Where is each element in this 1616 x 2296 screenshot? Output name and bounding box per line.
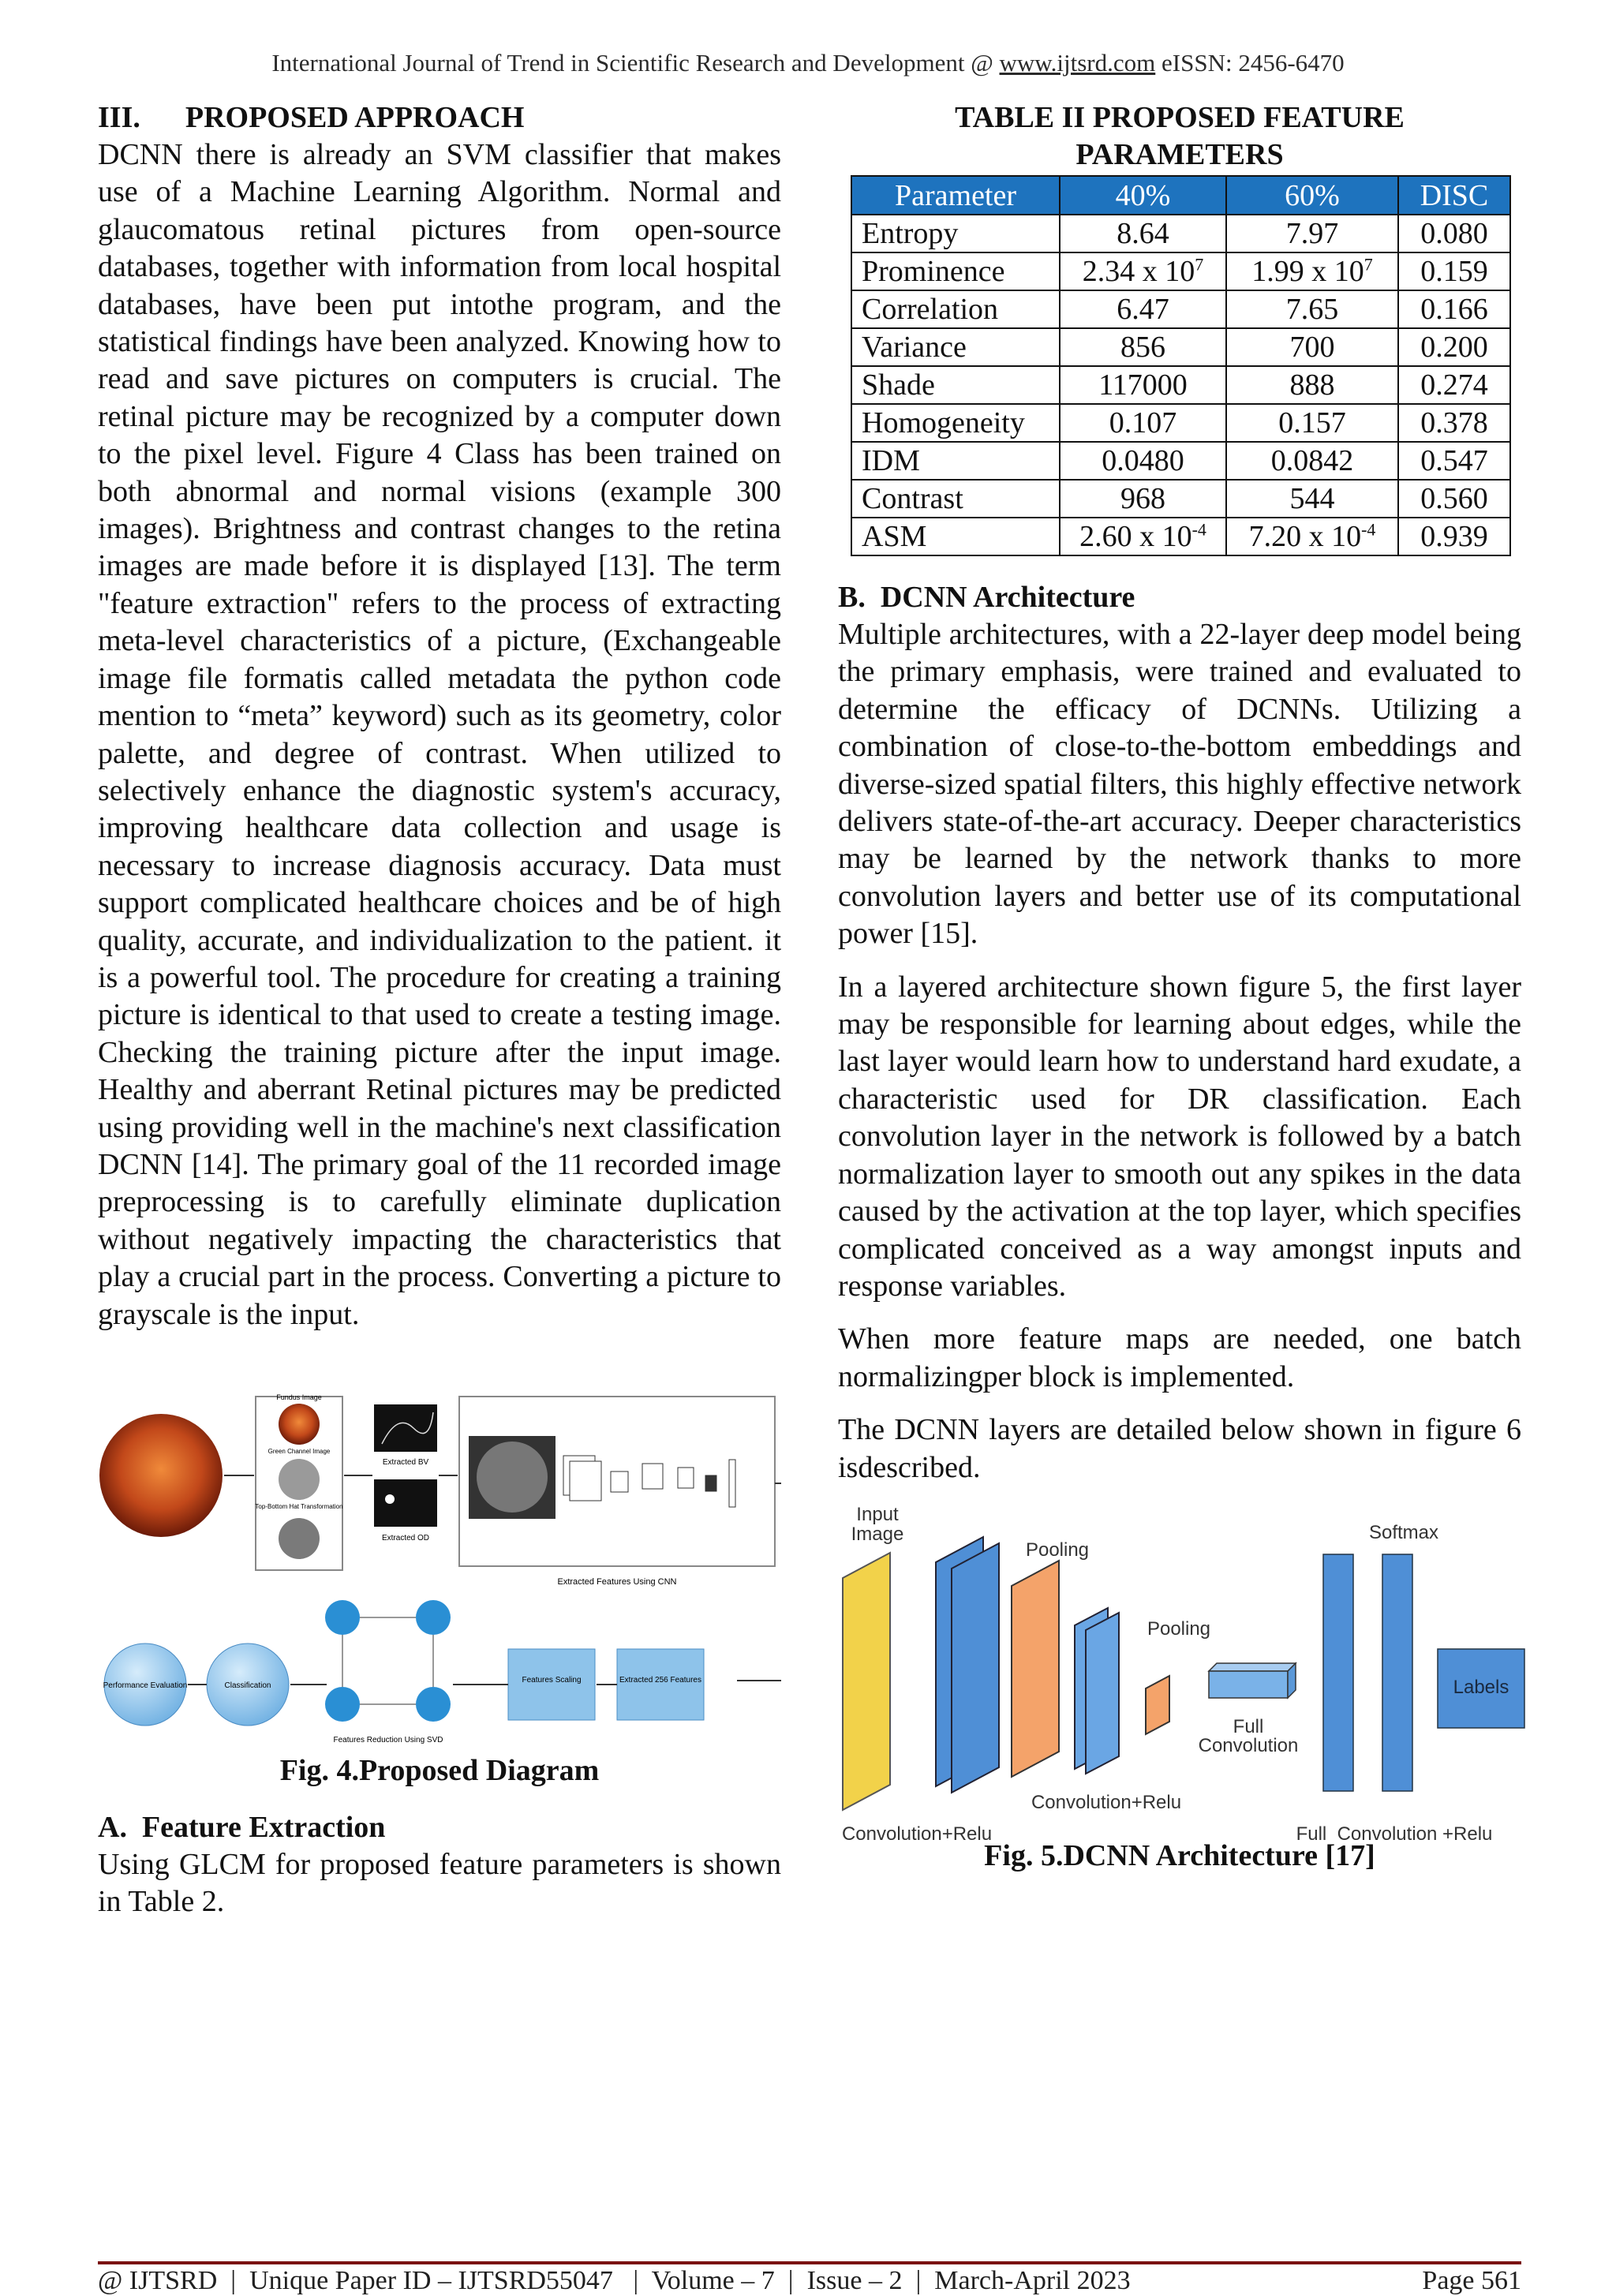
table-row	[851, 404, 1510, 442]
subsection-b-para2: In a layered architecture shown figure 5, the first layer may be responsible for learning about edges, while the last layer would learn how to understand hard exudate, a characteristic used for DR classification. Each convolution layer in the network is followed by a batch normalization layer to smooth out any spikes in the data caused by the activation at the top layer, which specifies complicated conceived as a way amongst inputs and response variables.	[838, 970, 1521, 1303]
fig5-labels-text: Labels	[1453, 1677, 1509, 1698]
cell-40: 2.60 x $10^{-4}$	[1060, 518, 1226, 555]
table-row	[851, 328, 1510, 366]
pooling-layer-2	[1146, 1676, 1169, 1734]
subsection-b-para1: Multiple architectures, with a 22-layer deep model being the primary emphasis, were trained and evaluated to determine the efficacy of DCNNs. Utilizing a combination of close-to-the-bottom embeddings and diverse-sized spatial filters, this highly effective network delivers state-of-the-art accuracy. Deeper characteristics may be learned by the network thanks to more convolution layers and better use of its computational power [15].	[838, 618, 1521, 951]
fig5-convrelu-left: Convolution+Relu	[841, 1823, 993, 1845]
fig4-scaling-label: Features Scaling	[522, 1676, 582, 1685]
cell-disc: 0.378	[1398, 404, 1510, 442]
fc-layer-1	[1323, 1554, 1353, 1791]
fig4-perf-label: Performance Evaluation	[103, 1681, 188, 1690]
cell-parameter: Contrast	[851, 480, 1060, 518]
feature-table	[851, 175, 1511, 556]
fig5-full-bottom: Full Convolution +Relu	[1296, 1823, 1493, 1845]
left-column	[98, 99, 781, 1333]
proposed-diagram	[98, 1389, 781, 1752]
conv-layer-1b	[952, 1543, 999, 1793]
fig5-caption: Fig. 5.DCNN Architecture [17]	[984, 1839, 1375, 1872]
subsection-b	[838, 579, 1521, 1486]
col-header-40: 40%	[1060, 176, 1226, 215]
subsection-b-title: B. DCNN Architecture	[838, 581, 1135, 614]
cell-60: 0.0842	[1226, 442, 1398, 480]
figure-5	[838, 1499, 1532, 1846]
subsection-a-title: A. Feature Extraction	[98, 1811, 386, 1844]
table-row	[851, 480, 1510, 518]
cell-disc: 0.166	[1398, 290, 1510, 328]
cell-disc: 0.939	[1398, 518, 1510, 555]
figure-4	[98, 1389, 781, 1752]
extracted-256-box	[617, 1649, 704, 1720]
cell-parameter: Homogeneity	[851, 404, 1060, 442]
table2-title	[838, 99, 1521, 174]
fig5-pooling2-label: Pooling	[1147, 1618, 1211, 1640]
cell-disc: 0.200	[1398, 328, 1510, 366]
fig4-fundus-label: Fundus Image	[276, 1393, 322, 1401]
col-header-disc: DISC	[1398, 176, 1510, 215]
subsection-a-paragraph: Using GLCM for proposed feature parameters is shown in Table 2.	[98, 1848, 781, 1919]
footer-rule	[98, 2261, 1521, 2264]
journal-name: International Journal of Trend in Scientific Research and Development @	[271, 49, 1000, 77]
fig4-caption: Fig. 4.Proposed Diagram	[279, 1754, 600, 1787]
fig5-fullconv-label-2: Convolution	[1198, 1735, 1299, 1756]
footer	[98, 2266, 1521, 2296]
cell-disc: 0.080	[1398, 215, 1510, 252]
table-row	[851, 252, 1510, 290]
cell-parameter: Variance	[851, 328, 1060, 366]
subsection-b-para4: The DCNN layers are detailed below shown in figure 6 isdescribed.	[838, 1413, 1521, 1484]
cell-parameter: Shade	[851, 366, 1060, 404]
fig5-input-label-1: Input	[856, 1504, 899, 1525]
cell-40: 117000	[1060, 366, 1226, 404]
conv-layer-2b	[1086, 1613, 1119, 1774]
pooling-layer-1	[1012, 1561, 1059, 1777]
journal-url-link[interactable]: www.ijtsrd.com	[999, 49, 1156, 77]
cell-40: 968	[1060, 480, 1226, 518]
fig4-bv-label: Extracted BV	[382, 1458, 429, 1467]
fig4-svd-label: Features Reduction Using SVD	[333, 1736, 443, 1744]
cell-60: 7.97	[1226, 215, 1398, 252]
fundus-image	[99, 1414, 223, 1537]
table-row	[851, 290, 1510, 328]
cell-60: 1.99 x $10^7$	[1226, 252, 1398, 290]
col-header-parameter: Parameter	[851, 176, 1060, 215]
table2-title-line1: TABLE II PROPOSED FEATURE	[955, 101, 1405, 134]
table-row	[851, 215, 1510, 252]
footer-text: @ IJTSRD | Unique Paper ID – IJTSRD55047 | Volume – 7 | Issue – 2 | March-April 2023	[98, 2266, 1131, 2295]
cell-60: 700	[1226, 328, 1398, 366]
cell-40: 0.107	[1060, 404, 1226, 442]
fig5-fullconv-label-1: Full	[1233, 1716, 1264, 1737]
cell-parameter: ASM	[851, 518, 1060, 555]
cell-40: 8.64	[1060, 215, 1226, 252]
fc-layer-2	[1382, 1554, 1412, 1791]
fig4-cnn-label: Extracted Features Using CNN	[557, 1577, 677, 1587]
fig5-pooling1-label: Pooling	[1025, 1539, 1090, 1561]
cell-60: 0.157	[1226, 404, 1398, 442]
table-row	[851, 442, 1510, 480]
col-header-60: 60%	[1226, 176, 1398, 215]
cell-60: 544	[1226, 480, 1398, 518]
features-scaling-box	[508, 1649, 595, 1720]
fig4-green-label: Green Channel Image	[267, 1448, 331, 1455]
input-image-layer	[843, 1553, 890, 1810]
fig4-256-label: Extracted 256 Features	[619, 1676, 701, 1685]
cell-disc: 0.547	[1398, 442, 1510, 480]
full-convolution-block	[1209, 1671, 1288, 1698]
cell-60: 7.65	[1226, 290, 1398, 328]
cell-40: 856	[1060, 328, 1226, 366]
table-header-row	[851, 176, 1510, 215]
cell-parameter: Entropy	[851, 215, 1060, 252]
cell-40: 2.34 x $10^7$	[1060, 252, 1226, 290]
page-number: Page 561	[1422, 2266, 1521, 2295]
cell-60: 7.20 x $10^{-4}$	[1226, 518, 1398, 555]
cell-parameter: Prominence	[851, 252, 1060, 290]
fig5-softmax-label: Softmax	[1368, 1522, 1439, 1543]
fig4-tophat-label: Top-Bottom Hat Transformation	[255, 1503, 343, 1510]
fig5-input-label-2: Image	[851, 1524, 904, 1545]
table2-title-line2: PARAMETERS	[1075, 138, 1284, 171]
section-title: III. PROPOSED APPROACH	[98, 101, 525, 134]
fig4-od-label: Extracted OD	[381, 1534, 430, 1543]
fig5-convrelu-mid: Convolution+Relu	[1031, 1792, 1182, 1813]
subsection-b-para3: When more feature maps are needed, one batch normalizingper block is implemented.	[838, 1322, 1521, 1393]
cell-60: 888	[1226, 366, 1398, 404]
running-header	[0, 49, 1616, 77]
cell-40: 0.0480	[1060, 442, 1226, 480]
table2	[851, 175, 1511, 556]
table-row	[851, 366, 1510, 404]
cell-disc: 0.560	[1398, 480, 1510, 518]
fig4-class-label: Classification	[224, 1681, 271, 1690]
eissn: eISSN: 2456-6470	[1155, 49, 1345, 77]
cell-40: 6.47	[1060, 290, 1226, 328]
subsection-a	[98, 1809, 781, 1921]
section-paragraph: DCNN there is already an SVM classifier that makes use of a Machine Learning Algorithm. Normal and glaucomatous retinal pictures from open-source databases, together with information from local hospital databases, have been put intothe program, and the statistical findings have been analyzed. Knowing how to read and save pictures on computers is crucial. The retinal picture may be recognized by a computer down to the pixel level. Figure 4 Class has been trained on both abnormal and normal visions (example 300 images). Brightness and contrast changes to the retina images are made before it is displayed [13]. The term "feature extraction" refers to the process of extracting meta-level characteristics of a picture, (Exchangeable image file formatis called metadata the python code mention to “meta” keyword) such as its geometry, color palette, and degree of contrast. When utilized to selectively enhance the diagnostic system's accuracy, improving healthcare data collection and usage is necessary to increase diagnosis accuracy. Data must support complicated healthcare choices and be of high quality, accurate, and individualization to the patient. it is a powerful tool. The procedure for creating a training picture is identical to that used to create a testing image. Checking the training picture after the input image. Healthy and aberrant Retinal pictures may be predicted using providing well in the machine's next classification DCNN [14]. The primary goal of the 11 recorded image preprocessing is to carefully eliminate duplication without negatively impacting the characteristics that play a crucial part in the process. Converting a picture to grayscale is the input.	[98, 138, 781, 1331]
table-row	[851, 518, 1510, 555]
cell-disc: 0.274	[1398, 366, 1510, 404]
dcnn-architecture-diagram	[838, 1499, 1532, 1846]
cell-disc: 0.159	[1398, 252, 1510, 290]
cell-parameter: IDM	[851, 442, 1060, 480]
cell-parameter: Correlation	[851, 290, 1060, 328]
